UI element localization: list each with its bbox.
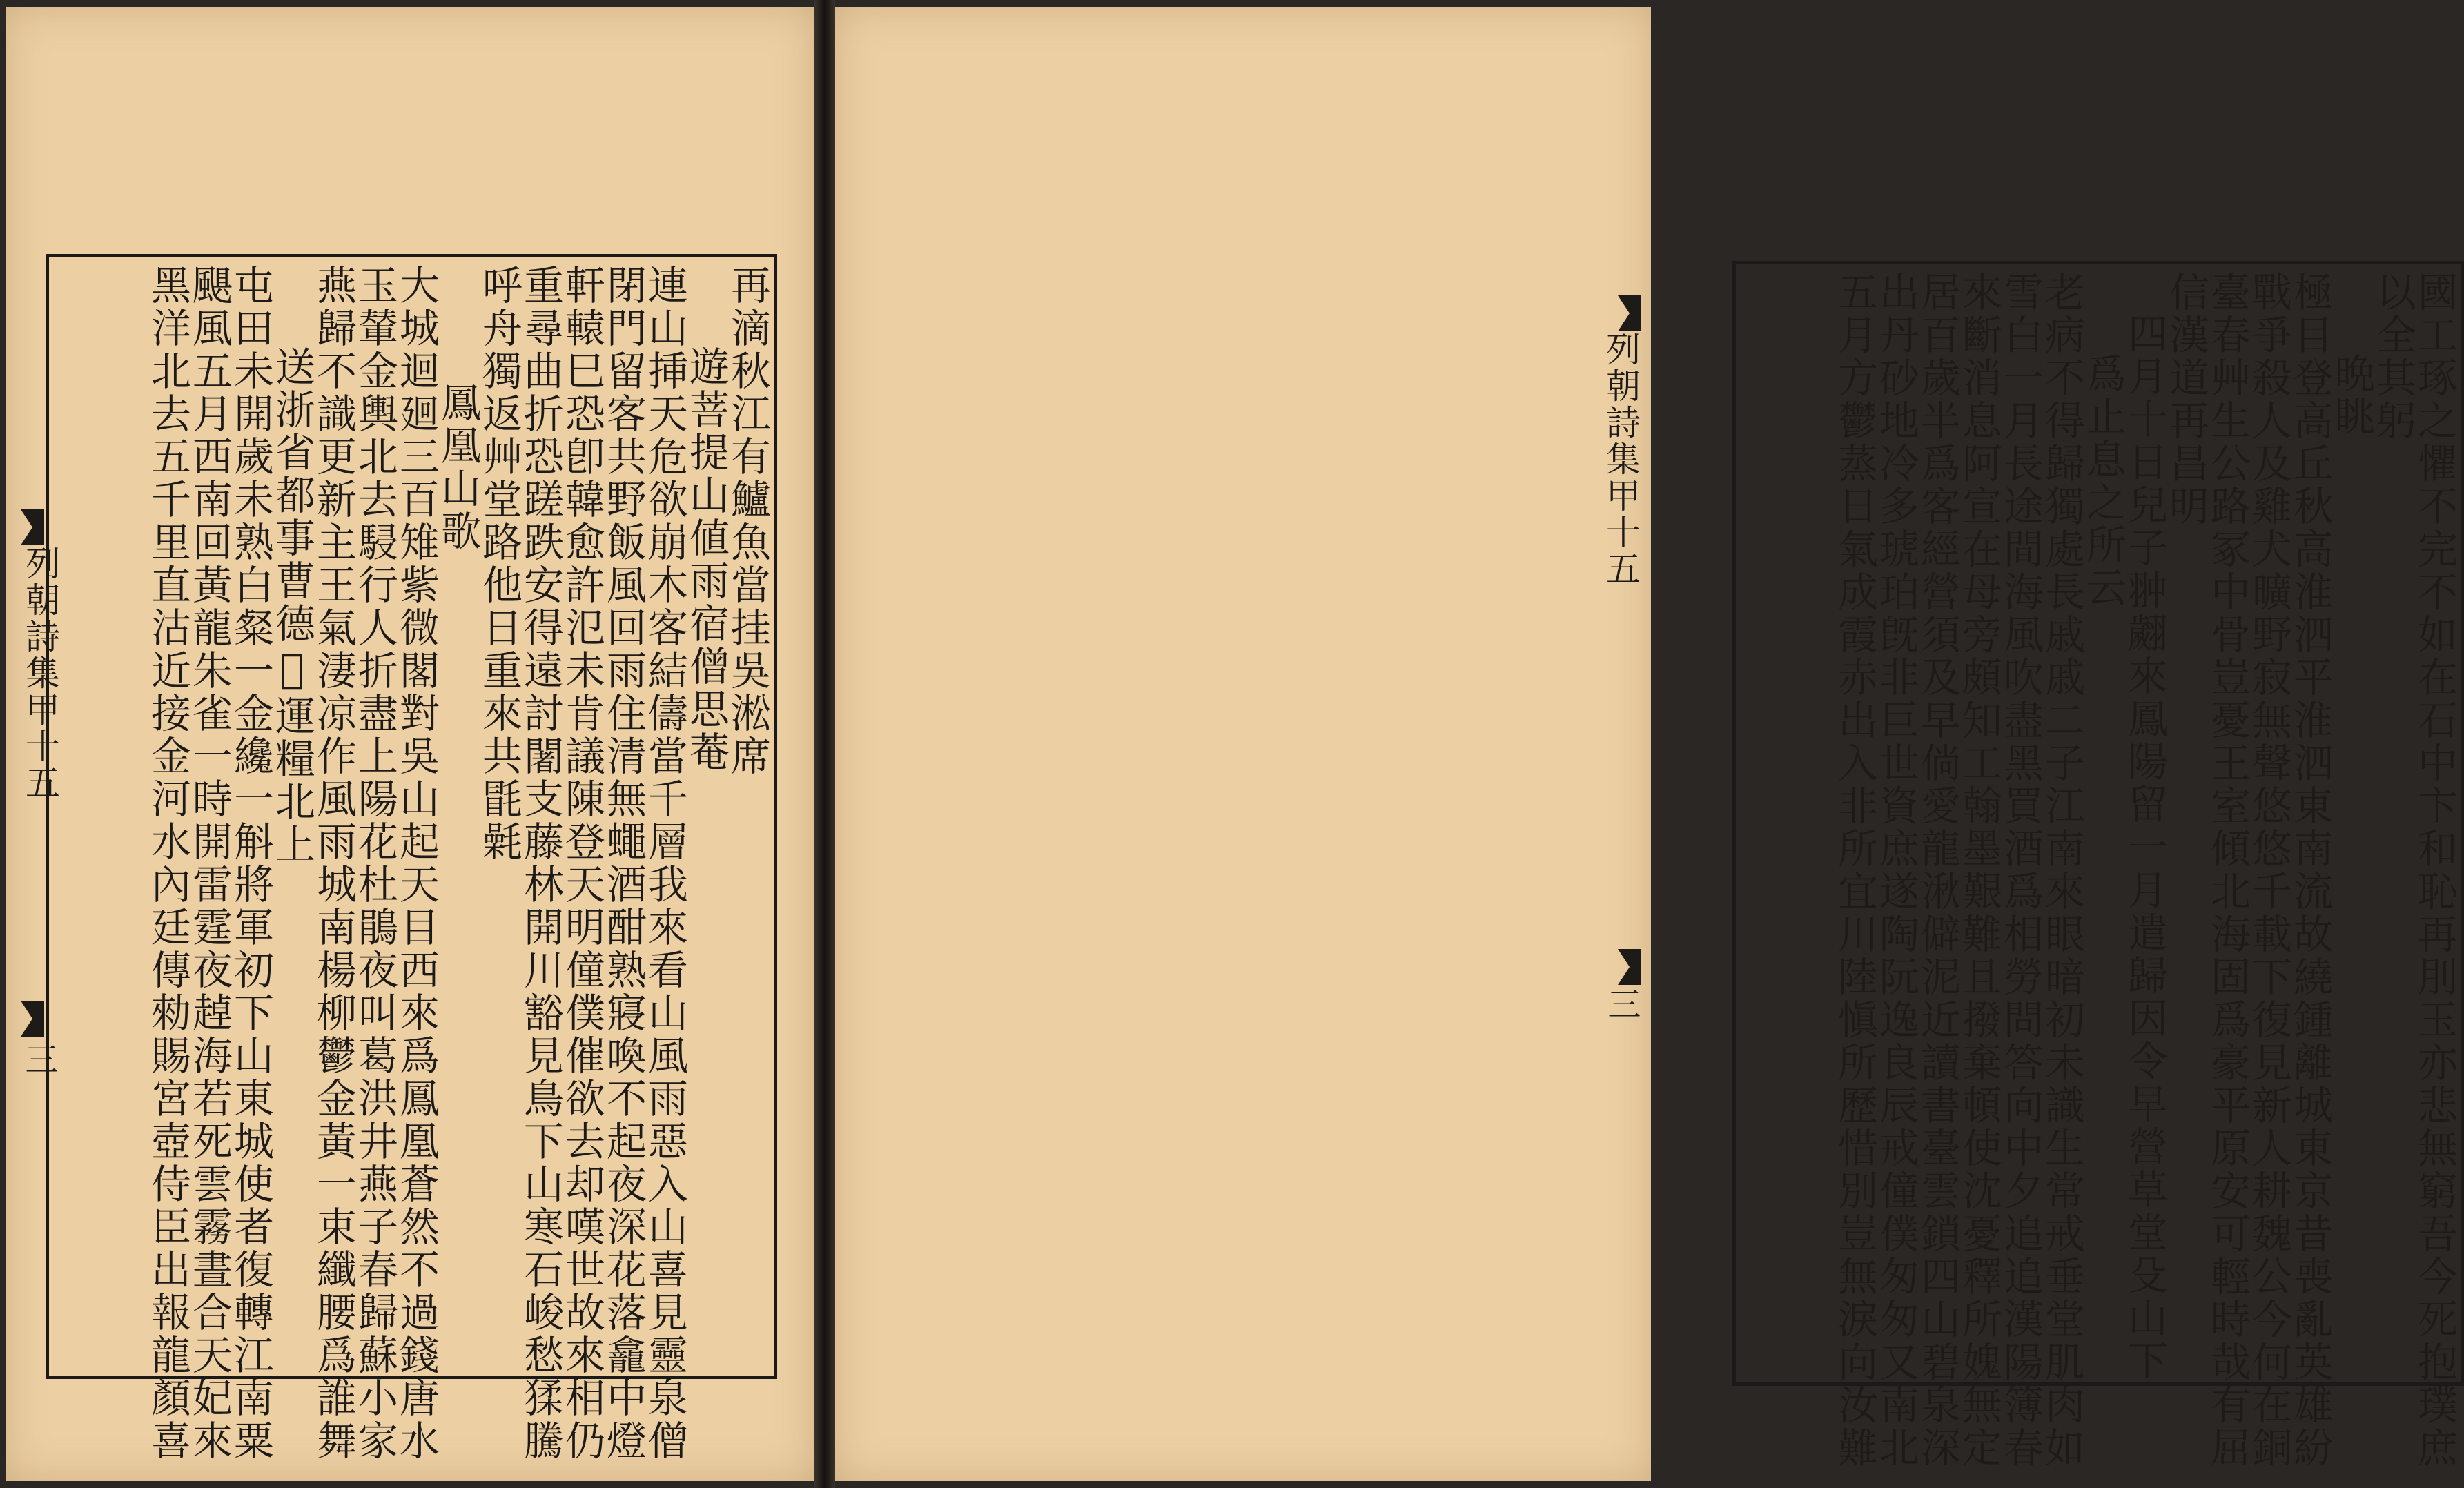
text-column: 四月十日兒子翀翽來鳳陽留一月遣歸因令早營草堂殳山下	[2121, 313, 2168, 1382]
text-column: 雪白一月長途間海風吹盡黑買酒爲相勞問答向中夕追追漢陽簿春	[1997, 271, 2044, 1469]
text-column: 呼舟獨返艸堂路他日重來共毷氉	[476, 264, 522, 863]
text-column: 颶風五月西南回黃龍朱雀一時開雷霆夜趠海若死雲霧晝合天妃來	[186, 264, 233, 1462]
fish-tail-mark-icon	[21, 509, 44, 545]
text-column: 軒轅巳恐卽韓愈許氾未肯議陳登天明僮僕催欲去却嘆世故來相仍	[558, 264, 605, 1462]
text-column: 大城迴廻三百雉紫微閣對吳山起天目西來爲鳳凰蒼然不過錢唐水	[393, 264, 440, 1462]
text-column: 來斷消息阿宣在母旁頗知工翰墨艱難且撥棄頓使沈憂釋所媿無定	[1955, 271, 2002, 1469]
text-column: 國工琢之懼不完不如在石中卞和恥再刖玉亦悲無窮吾今死抱璞庶	[2411, 271, 2458, 1469]
fish-tail-mark-icon	[21, 1001, 44, 1037]
text-column: 燕歸不識更新主王氣淒凉作風雨城南楊柳鬱金黃一束纖腰爲誰舞	[310, 264, 357, 1462]
right-text-frame	[1732, 261, 2464, 1469]
fish-tail-mark-icon	[1618, 949, 1641, 985]
left-folio-number: 三	[19, 1042, 58, 1075]
text-column: 出丹砂地冷多琥珀旣非巨世資庶遂陶阮逸良辰戒僮僕匆匆又南北	[1873, 271, 1919, 1469]
left-text-block	[144, 264, 771, 1462]
text-column: 戰爭殺人及雞犬曠野寂無聲悠悠千載下復見新人耕魏公今何在銅	[2245, 271, 2292, 1469]
text-column: 再滴秋江有鱸魚當挂吳淞席	[724, 264, 771, 778]
text-column: 屯田未開歲未熟白粲一金纔一斛將軍初下山東城使者復轉江南粟	[227, 264, 274, 1462]
text-column: 極目登高丘秋高淮泗平淮泗東南流故繞鍾離城東京昔喪亂英雄紛	[2287, 271, 2334, 1469]
right-text-block	[1831, 271, 2458, 1469]
right-page	[835, 7, 2458, 1481]
text-column: 晩眺	[2328, 353, 2375, 438]
right-folio-number: 三	[1602, 987, 1641, 1020]
text-column: 老病不得歸獨處長戚戚二子江南來眼暗初未識生常戒垂堂肌肉如	[2038, 271, 2085, 1469]
left-text-frame	[46, 254, 777, 1462]
text-column: 居百歲半爲客經營須及早倘愛龍湫僻泥近讀書臺雲鎖四山碧泉深	[1914, 271, 1961, 1469]
right-margin-title: 列朝詩集甲十五	[1601, 331, 1641, 587]
text-column: 遊菩提山値雨宿僧思菴	[683, 346, 730, 774]
text-column: 閉門留客共野飯風回雨住清無蠅酒酣熟寢喚不起夜深花落龕中燈	[600, 264, 647, 1462]
left-page	[6, 7, 814, 1481]
text-column: 五月方鬱蒸日氣成霞赤出入非所宜川陸愼所歷惜別豈無淚向汝難	[1831, 271, 1878, 1469]
text-column: 連山挿天危欲崩木客結儔當千層我來看山風雨惡入山喜見靈泉僧	[641, 264, 688, 1462]
text-column: 信漢道再昌明	[2162, 271, 2209, 528]
left-margin-title: 列朝詩集甲十五	[20, 545, 60, 801]
text-column: 臺春艸生公路冢中骨豈憂王室傾北海固爲豪平原安可輕時哉有屈	[2204, 271, 2251, 1469]
text-column: 黑洋北去五千里直沽近接金河水內廷傳勑賜宮壺侍臣出報龍顏喜	[144, 264, 191, 1462]
text-column: 重尋曲折恐蹉跌安得遠討闍支藤林開川豁見鳥下山寒石峻愁猱騰	[517, 264, 564, 1462]
text-column: 玉輦金輿北去駸行人折盡上陽花杜鵑夜叫葛洪井燕子春歸蘇小家	[351, 264, 398, 1462]
fish-tail-mark-icon	[1618, 295, 1641, 331]
text-column: 爲止息之所云	[2080, 353, 2126, 609]
text-column: 鳳凰山歌	[434, 382, 481, 553]
text-column: 以全其躬	[2369, 271, 2416, 442]
book-gutter	[814, 0, 835, 1488]
text-column: 送浙省都事曹德𩍐運糧北上	[268, 346, 315, 866]
